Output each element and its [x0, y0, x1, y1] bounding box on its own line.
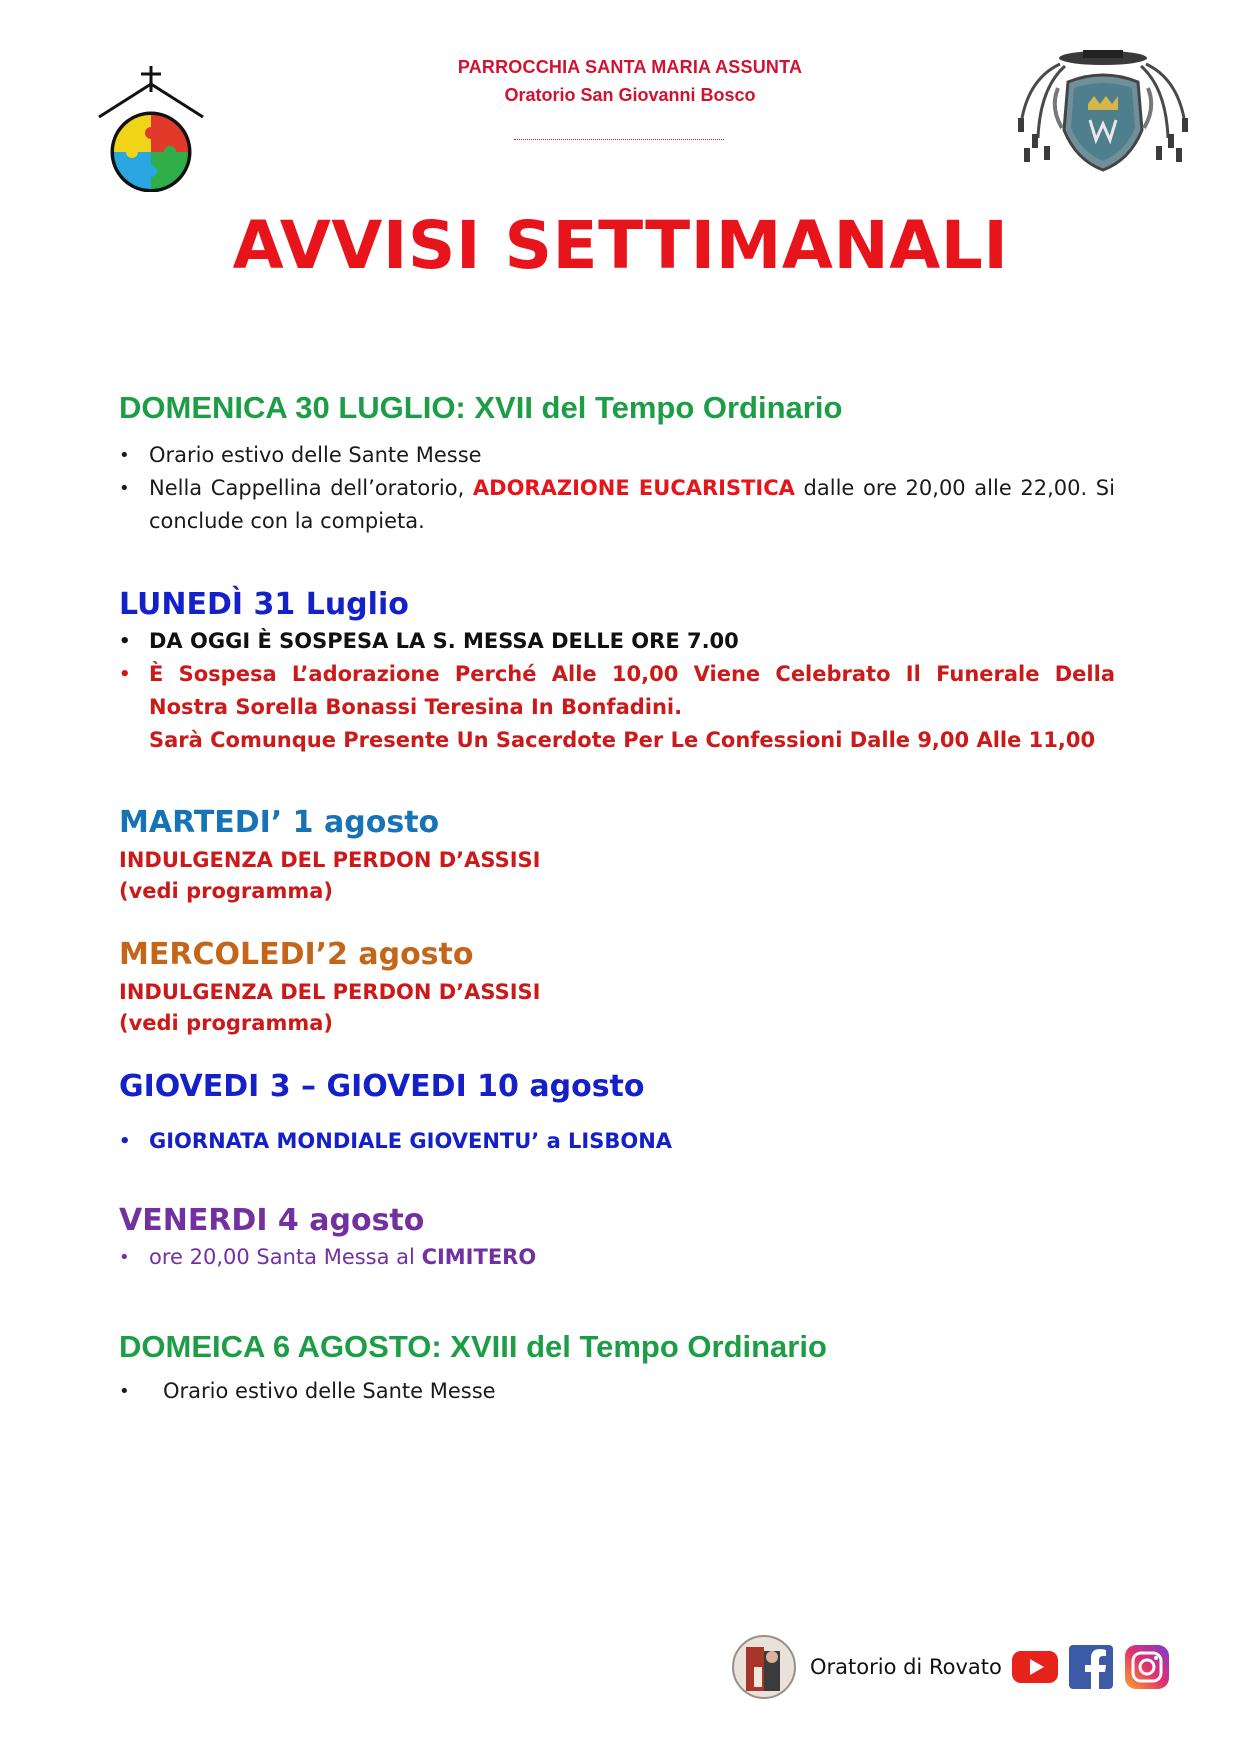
section-list-friday [119, 1241, 1115, 1274]
parish-name: PARROCCHIA SANTA MARIA ASSUNTA [457, 57, 803, 77]
oratory-name: Oratorio San Giovanni Bosco [504, 85, 756, 105]
adoration-highlight: ADORAZIONE EUCARISTICA [472, 476, 795, 500]
header-divider [514, 139, 724, 141]
list-item: • GIORNATA MONDIALE GIOVENTU’ a LISBONA [119, 1125, 1115, 1158]
section-heading-tuesday-1: MARTEDI’ 1 agosto [119, 805, 440, 840]
section-heading-friday-4: VENERDI 4 agosto [119, 1203, 425, 1238]
section-list-monday-31 [119, 625, 1115, 757]
cemetery-highlight: CIMITERO [421, 1245, 537, 1269]
oratory-logo [96, 62, 206, 192]
section-heading-monday-31: LUNEDÌ 31 Luglio [119, 587, 409, 622]
youtube-icon[interactable] [1010, 1646, 1060, 1688]
section-heading-thursday-3-10: GIOVEDI 3 – GIOVEDI 10 agosto [119, 1069, 645, 1104]
page-title: AVVISI SETTIMANALI [232, 207, 1009, 284]
section-heading-wednesday-2: MERCOLEDI’2 agosto [119, 937, 474, 972]
indulgence-line: INDULGENZA DEL PERDON D’ASSISI [119, 980, 541, 1004]
list-item: • Nella Cappellina dell’oratorio, ADORAZIONE EUCARISTICA dalle ore 20,00 alle 22,00. Si conclude con la compieta. [119, 472, 1115, 538]
coat-of-arms-emblem [1010, 48, 1196, 178]
indulgence-line: INDULGENZA DEL PERDON D’ASSISI [119, 848, 541, 872]
list-item: • È Sospesa L’adorazione Perché Alle 10,00 Viene Celebrato Il Funerale Della Nostra Sorella Bonassi Teresina In Bonfadini. Sarà Comunque Presente Un Sacerdote Per Le Confessioni Dalle 9,00 Alle 11,00 [119, 658, 1115, 757]
section-heading-sunday-30: DOMENICA 30 LUGLIO: XVII del Tempo Ordinario [119, 390, 843, 425]
see-programme-line: (vedi programma) [119, 879, 333, 903]
social-footer [732, 1636, 1172, 1698]
section-list-sunday-30 [119, 439, 1115, 538]
facebook-icon[interactable] [1066, 1646, 1116, 1688]
see-programme-line: (vedi programma) [119, 1011, 333, 1035]
instagram-icon[interactable] [1122, 1646, 1172, 1688]
section-heading-sunday-6: DOMEICA 6 AGOSTO: XVIII del Tempo Ordinario [119, 1329, 827, 1364]
section-list-thursday [119, 1125, 1115, 1158]
list-item: • ore 20,00 Santa Messa al CIMITERO [119, 1241, 1115, 1274]
list-item: • DA OGGI È SOSPESA LA S. MESSA DELLE ORE 7.00 [119, 625, 1115, 658]
confession-note: Sarà Comunque Presente Un Sacerdote Per Le Confessioni Dalle 9,00 Alle 11,00 [149, 728, 1096, 752]
social-account-name[interactable]: Oratorio di Rovato [810, 1655, 1002, 1679]
list-item: • Orario estivo delle Sante Messe [119, 439, 1115, 472]
avatar [732, 1635, 796, 1699]
list-item: • Orario estivo delle Sante Messe [119, 1375, 1115, 1408]
section-list-sunday-6 [119, 1375, 1115, 1408]
